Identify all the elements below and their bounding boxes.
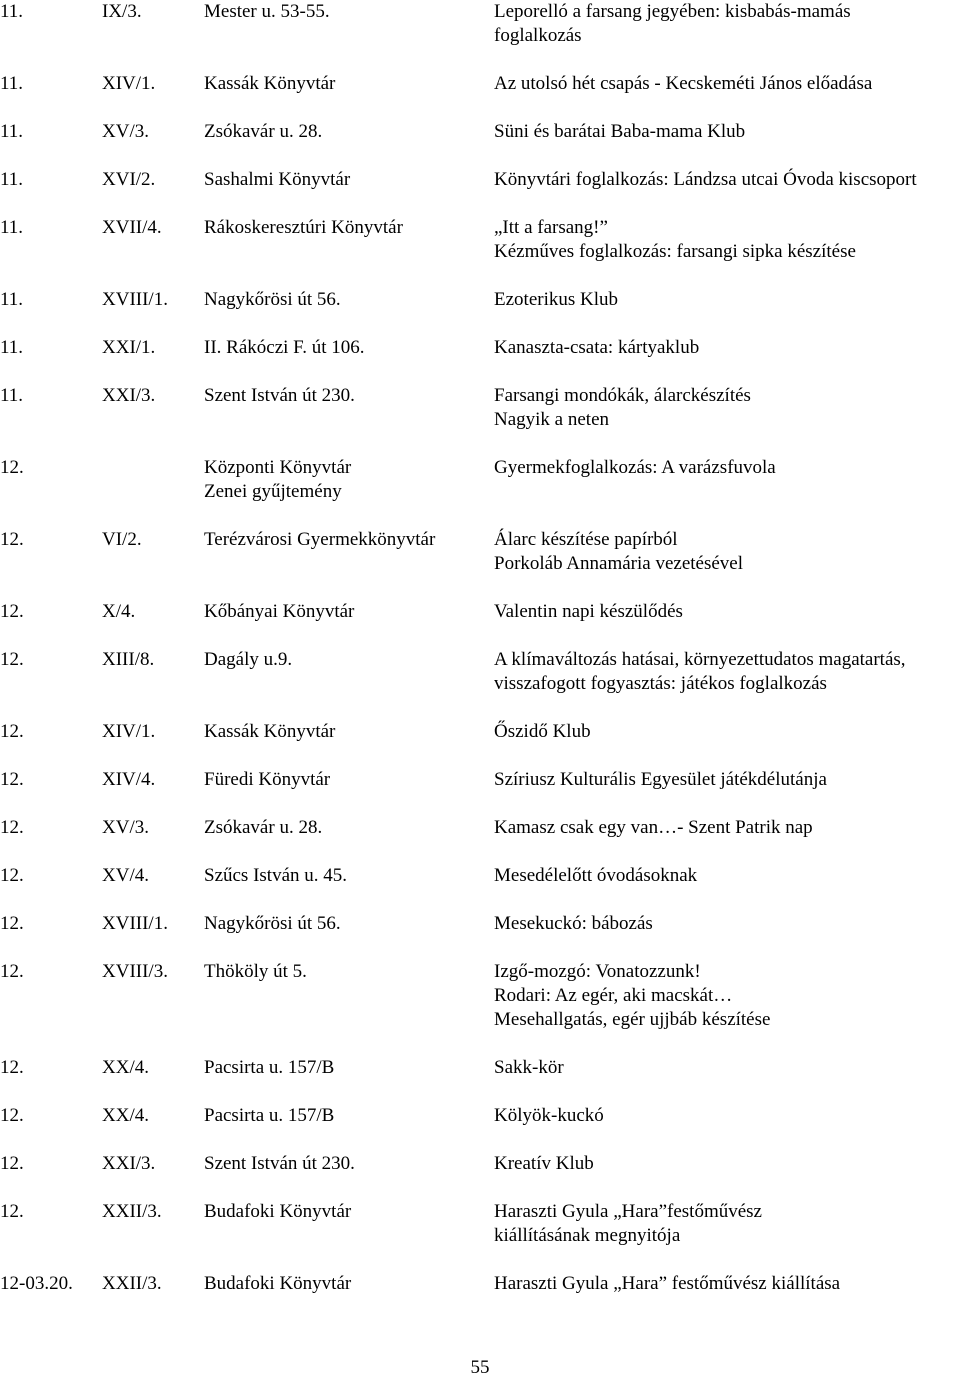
event-line: Gyermekfoglalkozás: A varázsfuvola [494,457,776,478]
row-venue [204,216,403,240]
row-district: XXII/3. [102,1273,162,1294]
row-venue [204,72,335,96]
row-date: 12-03.20. [0,1273,73,1294]
row-date: 12. [0,769,24,790]
row-venue [204,768,330,792]
row-district: XIV/1. [102,73,156,94]
row-event [494,864,697,888]
row-event [494,912,653,936]
row-venue [204,600,354,624]
row-district: VI/2. [102,529,142,550]
row-date: 12. [0,817,24,838]
venue-line: Budafoki Könyvtár [204,1273,352,1294]
row-venue [204,960,307,984]
row-event [494,1272,840,1296]
row-district: XIV/4. [102,769,156,790]
venue-line: Zenei gyűjtemény [204,481,342,502]
venue-line: Szűcs István u. 45. [204,865,348,886]
row-date: 12. [0,457,24,478]
venue-line: Terézvárosi Gyermekkönyvtár [204,529,436,550]
row-event [494,528,743,576]
event-line: Az utolsó hét csapás - Kecskeméti János előadása [494,73,873,94]
venue-line: Pacsirta u. 157/B [204,1057,335,1078]
row-district: XXI/1. [102,337,156,358]
event-line: A klímaváltozás hatásai, környezettudatos magatartás, [494,649,906,670]
event-line: Szíriusz Kulturális Egyesület játékdélutánja [494,769,827,790]
row-event [494,600,683,624]
event-line: kiállításának megnyitója [494,1225,681,1246]
venue-line: Budafoki Könyvtár [204,1201,352,1222]
row-event [494,1056,564,1080]
row-venue [204,0,330,24]
row-event [494,384,751,432]
row-date: 11. [0,289,24,310]
row-event [494,168,917,192]
row-venue [204,1272,351,1296]
venue-line: Szent István út 230. [204,1153,355,1174]
venue-line: Kőbányai Könyvtár [204,601,355,622]
row-venue [204,120,322,144]
event-line: Álarc készítése papírból [494,529,678,550]
row-date: 12. [0,529,24,550]
row-event [494,336,699,360]
row-date: 12. [0,1153,24,1174]
venue-line: Rákoskeresztúri Könyvtár [204,217,403,238]
event-line: Kamasz csak egy van…- Szent Patrik nap [494,817,813,838]
row-event [494,720,591,744]
row-event [494,960,770,1032]
row-district: XX/4. [102,1105,149,1126]
event-line: Sakk-kör [494,1057,564,1078]
event-line: Mesedélelőtt óvodásoknak [494,865,698,886]
event-line: visszafogott fogyasztás: játékos foglalkozás [494,673,827,694]
event-line: Süni és barátai Baba-mama Klub [494,121,746,142]
venue-line: Zsókavár u. 28. [204,817,323,838]
row-date: 12. [0,1201,24,1222]
row-district: XV/3. [102,817,149,838]
row-date: 12. [0,721,24,742]
venue-line: Dagály u.9. [204,649,293,670]
row-venue [204,1104,334,1128]
event-line: Kézműves foglalkozás: farsangi sipka készítése [494,241,856,262]
row-district: XIII/8. [102,649,155,670]
row-district: XXI/3. [102,1153,156,1174]
row-date: 12. [0,865,24,886]
row-event [494,120,745,144]
row-venue [204,168,350,192]
row-district: XVIII/3. [102,961,168,982]
venue-line: Nagykőrösi út 56. [204,289,341,310]
event-line: Kreatív Klub [494,1153,594,1174]
row-event [494,816,813,840]
row-date: 11. [0,73,24,94]
row-date: 11. [0,1,24,22]
row-date: 12. [0,649,24,670]
row-district: XV/3. [102,121,149,142]
event-line: Leporelló a farsang jegyében: kisbabás-mamás [494,1,851,22]
row-venue [204,720,335,744]
row-venue [204,1152,355,1176]
row-event [494,72,872,96]
event-line: „Itt a farsang!” [494,217,608,238]
event-line: Kölyök-kuckó [494,1105,604,1126]
venue-line: Pacsirta u. 157/B [204,1105,335,1126]
event-line: Mesekuckó: bábozás [494,913,653,934]
row-venue [204,456,351,504]
venue-line: II. Rákóczi F. út 106. [204,337,365,358]
event-line: Mesehallgatás, egér ujjbáb készítése [494,1009,771,1030]
event-line: Haraszti Gyula „Hara” festőművész kiállítása [494,1273,841,1294]
event-line: Őszidő Klub [494,721,591,742]
event-line: Kanaszta-csata: kártyaklub [494,337,700,358]
row-date: 12. [0,961,24,982]
row-date: 12. [0,601,24,622]
venue-line: Füredi Könyvtár [204,769,331,790]
event-line: Izgő-mozgó: Vonatozzunk! [494,961,701,982]
row-event [494,648,906,696]
row-district: X/4. [102,601,136,622]
row-event [494,216,856,264]
row-date: 11. [0,121,24,142]
event-line: Farsangi mondókák, álarckészítés [494,385,751,406]
event-line: Könyvtári foglalkozás: Lándzsa utcai Óvoda kiscsoport [494,169,917,190]
venue-line: Nagykőrösi út 56. [204,913,341,934]
row-venue [204,1056,334,1080]
row-district: XXII/3. [102,1201,162,1222]
row-event [494,288,618,312]
venue-line: Zsókavár u. 28. [204,121,323,142]
row-venue [204,528,435,552]
venue-line: Sashalmi Könyvtár [204,169,351,190]
row-date: 11. [0,385,24,406]
row-district: XVI/2. [102,169,156,190]
row-venue [204,864,347,888]
venue-line: Thököly út 5. [204,961,307,982]
row-venue [204,648,292,672]
row-venue [204,912,341,936]
row-venue [204,384,355,408]
venue-line: Szent István út 230. [204,385,355,406]
row-district: XVIII/1. [102,913,168,934]
row-event [494,1152,594,1176]
row-event [494,0,851,48]
venue-line: Kassák Könyvtár [204,721,336,742]
event-line: Rodari: Az egér, aki macskát… [494,985,733,1006]
row-district: XVII/4. [102,217,162,238]
event-line: Haraszti Gyula „Hara”festőművész [494,1201,762,1222]
row-event [494,768,827,792]
row-district: IX/3. [102,1,142,22]
row-event [494,1200,762,1248]
row-district: XXI/3. [102,385,156,406]
row-event [494,456,776,480]
page-number: 55 [470,1357,490,1378]
event-line: Porkoláb Annamária vezetésével [494,553,744,574]
row-district: XVIII/1. [102,289,168,310]
row-date: 12. [0,1105,24,1126]
event-line: foglalkozás [494,25,582,46]
row-date: 11. [0,169,24,190]
venue-line: Mester u. 53-55. [204,1,330,22]
row-venue [204,816,322,840]
event-line: Valentin napi készülődés [494,601,683,622]
row-date: 12. [0,1057,24,1078]
row-venue [204,1200,351,1224]
row-date: 11. [0,217,24,238]
row-district: XV/4. [102,865,149,886]
event-line: Nagyik a neten [494,409,610,430]
event-line: Ezoterikus Klub [494,289,619,310]
row-event [494,1104,604,1128]
row-venue [204,336,364,360]
row-venue [204,288,341,312]
venue-line: Központi Könyvtár [204,457,352,478]
venue-line: Kassák Könyvtár [204,73,336,94]
row-district: XX/4. [102,1057,149,1078]
row-date: 12. [0,913,24,934]
row-district: XIV/1. [102,721,156,742]
row-date: 11. [0,337,24,358]
